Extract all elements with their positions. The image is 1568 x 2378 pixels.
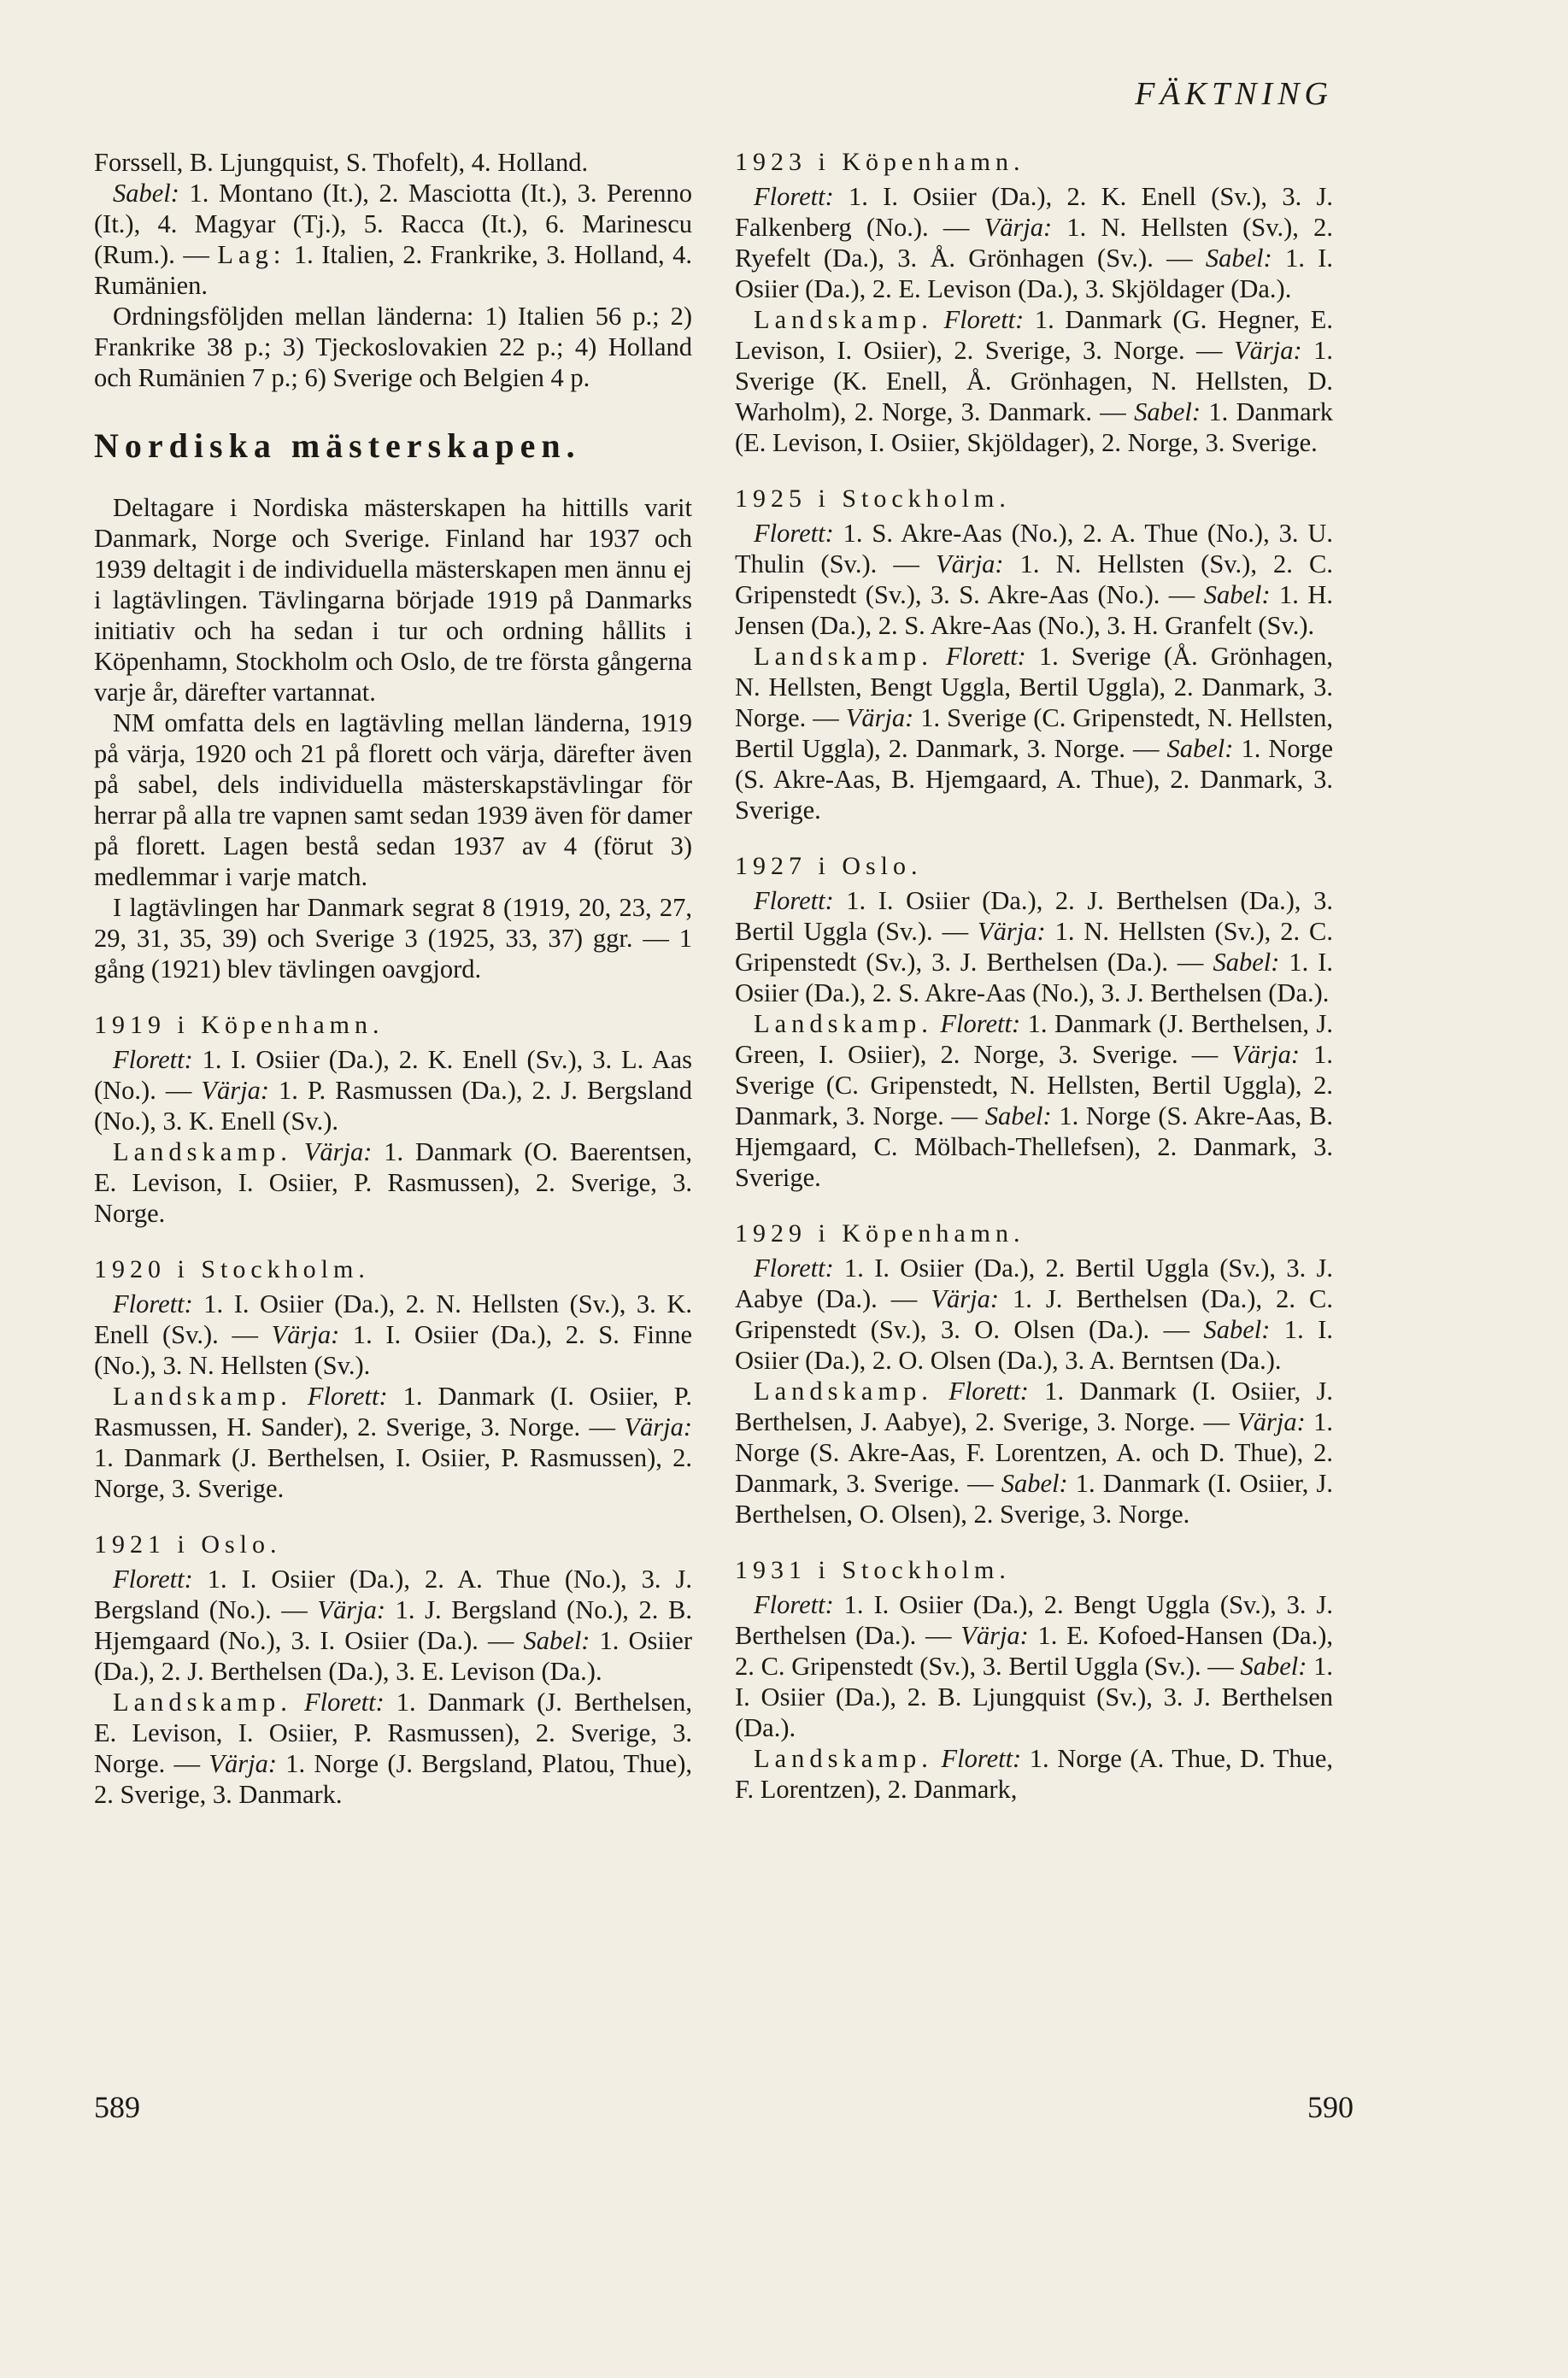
sabel-label: Sabel: [1240, 1652, 1307, 1681]
florett-label: Florett: [307, 1382, 388, 1411]
varja-text: 1. N. Hellsten (Sv.), 2. C. Gripenstedt (Sv.), 3. J. Berthelsen (Da.). — [735, 917, 1333, 977]
landskamp-1925 [735, 641, 1333, 825]
florett-label: Florett: [113, 1045, 193, 1074]
sabel-results [94, 178, 692, 301]
landskamp-label: Landskamp. [754, 642, 933, 671]
sabel-text: 1. Danmark (I. Osiier, J. Berthelsen, O. Olsen), 2. Sverige, 3. Norge. [735, 1469, 1333, 1529]
sabel-text: 1. I. Osiier (Da.), 2. S. Akre-Aas (No.), 3. J. Berthelsen (Da.). [735, 948, 1333, 1007]
florett-text: 1. Danmark (G. Hegner, E. Levison, I. Osiier), 2. Sverige, 3. Norge. — [735, 305, 1333, 365]
results-1925 [735, 518, 1333, 641]
florett-label: Florett: [946, 642, 1026, 671]
varja-text: 1. P. Rasmussen (Da.), 2. J. Bergsland (No.), 3. K. Enell (Sv.). [94, 1076, 692, 1136]
running-header: FÄKTNING [1135, 76, 1333, 112]
varja-label: Värja: [984, 213, 1053, 242]
landskamp-1923 [735, 304, 1333, 458]
florett-text: 1. I. Osiier (Da.), 2. A. Thue (No.), 3. J. Bergsland (No.). — [94, 1565, 692, 1624]
varja-label: Värja: [624, 1412, 692, 1441]
varja-text: 1. Norge (J. Bergsland, Platou, Thue), 2. Sverige, 3. Danmark. [94, 1749, 692, 1809]
florett-text: 1. I. Osiier (Da.), 2. Bengt Uggla (Sv.), 3. J. Berthelsen (Da.). — [735, 1590, 1333, 1650]
landskamp-1921 [94, 1687, 692, 1810]
page-number-left: 589 [94, 2090, 140, 2124]
nm-paragraph-3: I lagtävlingen har Danmark segrat 8 (1919, 20, 23, 27, 29, 31, 35, 39) och Sverige 3 (1925, 33, 37) ggr. — 1 gång (1921) blev tävlingen oavgjord. [94, 893, 692, 983]
varja-label: Värja: [1237, 1407, 1306, 1436]
order-paragraph: Ordningsföljden mellan länderna: 1) Italien 56 p.; 2) Frankrike 38 p.; 3) Tjeckoslovakien 22 p.; 4) Holland och Rumänien 7 p.; 6) Sverige och Belgien 4 p. [94, 302, 692, 392]
sabel-text: 1. Osiier (Da.), 2. J. Berthelsen (Da.), 3. E. Levison (Da.). [94, 1626, 692, 1686]
results-1920 [94, 1289, 692, 1381]
sabel-text: 1. Norge (S. Akre-Aas, B. Hjemgaard, C. Mölbach-Thellefsen), 2. Danmark, 3. Sverige. [735, 1101, 1333, 1192]
varja-text: 1. Sverige (K. Enell, Å. Grönhagen, N. Hellsten, D. Warholm), 2. Norge, 3. Danmark. — [735, 336, 1334, 426]
results-1927 [735, 885, 1333, 1008]
florett-text: 1. Norge (A. Thue, D. Thue, F. Lorentzen), 2. Danmark, [735, 1744, 1333, 1804]
landskamp-label: Landskamp. [113, 1382, 292, 1411]
florett-label: Florett: [941, 1744, 1022, 1773]
section-title: Nordiska mästerskapen. [94, 426, 581, 465]
varja-text: 1. Sverige (C. Gripenstedt, N. Hellsten, Bertil Uggla), 2. Danmark, 3. Norge. — [735, 703, 1333, 763]
results-1931 [735, 1589, 1333, 1743]
sabel-label: Sabel: [1203, 580, 1271, 609]
varja-label: Värja: [935, 549, 1004, 578]
sabel-label: Sabel: [1166, 734, 1234, 763]
sabel-label: Sabel: [1213, 948, 1280, 977]
year-heading-1931: 1931 i Stockholm. [735, 1556, 1011, 1584]
varja-label: Värja: [931, 1284, 999, 1313]
sabel-label: Sabel: [984, 1101, 1052, 1130]
florett-label: Florett: [754, 519, 834, 548]
year-heading-1923: 1923 i Köpenhamn. [735, 148, 1025, 176]
varja-text: 1. N. Hellsten (Sv.), 2. C. Gripenstedt (Sv.), 3. S. Akre-Aas (No.). — [735, 549, 1333, 609]
florett-label: Florett: [754, 182, 834, 211]
varja-label: Värja: [1234, 336, 1302, 365]
results-1919 [94, 1044, 692, 1136]
florett-label: Florett: [754, 886, 834, 915]
landskamp-1929 [735, 1376, 1333, 1530]
year-heading-1929: 1929 i Köpenhamn. [735, 1219, 1025, 1248]
florett-label: Florett: [754, 1590, 834, 1619]
landskamp-label: Landskamp. [754, 1009, 933, 1038]
florett-label: Florett: [304, 1688, 385, 1717]
sabel-text: 1. I. Osiier (Da.), 2. B. Ljungquist (Sv.), 3. J. Berthelsen (Da.). [735, 1652, 1334, 1742]
page-number-right: 590 [1307, 2090, 1354, 2124]
varja-label: Värja: [303, 1137, 373, 1166]
varja-text: 1. Norge (S. Akre-Aas, F. Lorentzen, A. och D. Thue), 2. Danmark, 3. Sverige. — [735, 1407, 1333, 1498]
varja-label: Värja: [271, 1320, 340, 1349]
florett-text: 1. Danmark (J. Berthelsen, E. Levison, I. Osiier, P. Rasmussen), 2. Sverige, 3. Norge. — [94, 1688, 693, 1778]
sabel-label: Sabel: [1205, 244, 1272, 273]
year-heading-1927: 1927 i Oslo. [735, 852, 923, 880]
right-column [735, 147, 1333, 1805]
lag-text: 1. Italien, 2. Frankrike, 3. Holland, 4. Rumänien. [94, 240, 692, 300]
year-heading-1919: 1919 i Köpenhamn. [94, 1011, 385, 1039]
sabel-label: Sabel: [1001, 1469, 1068, 1498]
florett-label: Florett: [113, 1289, 193, 1318]
sabel-text: 1. Montano (It.), 2. Masciotta (It.), 3. Perenno (It.), 4. Magyar (Tj.), 5. Racca (It.), 6. Marinescu (Rum.). — [94, 179, 692, 269]
varja-text: 1. J. Berthelsen (Da.), 2. C. Gripenstedt (Sv.), 3. O. Olsen (Da.). — [735, 1284, 1333, 1344]
florett-text: 1. I. Osiier (Da.), 2. K. Enell (Sv.), 3. J. Falkenberg (No.). — [735, 182, 1333, 242]
florett-text: 1. I. Osiier (Da.), 2. K. Enell (Sv.), 3. L. Aas (No.). — [94, 1045, 692, 1105]
florett-text: 1. I. Osiier (Da.), 2. N. Hellsten (Sv.), 3. K. Enell (Sv.). — [94, 1289, 692, 1349]
results-1929 [735, 1253, 1333, 1376]
nm-paragraph-1: Deltagare i Nordiska mästerskapen ha hittills varit Danmark, Norge och Sverige. Finland har 1937 och 1939 deltagit i de individuella mästerskapen men ännu ej i lagtävlingen. Tävlingarna började 1919 på Danmarks initiativ och ha sedan i tur och ordning hållits i Köpenhamn, Stockholm och Oslo, de tre första gångerna varje år, därefter vartannat. [94, 493, 692, 707]
landskamp-1927 [735, 1008, 1333, 1193]
varja-text: 1. Sverige (C. Gripenstedt, N. Hellsten, Bertil Uggla), 2. Danmark, 3. Norge. — [735, 1040, 1334, 1130]
varja-label: Värja: [317, 1595, 386, 1624]
varja-label: Värja: [845, 703, 914, 732]
year-heading-1921: 1921 i Oslo. [94, 1530, 282, 1559]
results-1921 [94, 1564, 692, 1687]
sabel-label: Sabel: [1203, 1315, 1271, 1344]
varja-label: Värja: [978, 917, 1046, 946]
lag-label: Lag: [217, 240, 286, 269]
intro-paragraph: Forssell, B. Ljungquist, S. Thofelt), 4. Holland. [94, 148, 589, 177]
results-1923 [735, 181, 1333, 304]
varja-text: 1. E. Kofoed-Hansen (Da.), 2. C. Gripenstedt (Sv.), 3. Bertil Uggla (Sv.). — [735, 1621, 1334, 1681]
year-heading-1925: 1925 i Stockholm. [735, 484, 1011, 513]
landskamp-1919 [94, 1136, 692, 1229]
varja-text: 1. Danmark (O. Baerentsen, E. Levison, I. Osiier, P. Rasmussen), 2. Sverige, 3. Norge. [94, 1137, 692, 1228]
sabel-text: 1. Norge (S. Akre-Aas, B. Hjemgaard, A. Thue), 2. Danmark, 3. Sverige. [735, 734, 1334, 825]
florett-label: Florett: [113, 1565, 193, 1594]
landskamp-label: Landskamp. [754, 1744, 933, 1773]
florett-text: 1. Danmark (J. Berthelsen, J. Green, I. Osiier), 2. Norge, 3. Sverige. — [735, 1009, 1334, 1069]
varja-text: 1. J. Bergsland (No.), 2. B. Hjemgaard (No.), 3. I. Osiier (Da.). — [94, 1595, 692, 1655]
sabel-text: 1. I. Osiier (Da.), 2. E. Levison (Da.), 3. Skjöldager (Da.). [735, 244, 1333, 303]
landskamp-label: Landskamp. [113, 1137, 292, 1166]
florett-label: Florett: [754, 1254, 834, 1283]
landskamp-1931 [735, 1743, 1333, 1805]
varja-label: Värja: [960, 1621, 1029, 1650]
varja-label: Värja: [208, 1749, 277, 1778]
florett-text: 1. Danmark (I. Osiier, P. Rasmussen, H. Sander), 2. Sverige, 3. Norge. — [94, 1382, 692, 1441]
varja-label: Värja: [1231, 1040, 1301, 1069]
sabel-label: Sabel: [113, 179, 179, 208]
landskamp-1920 [94, 1381, 692, 1504]
florett-label: Florett: [940, 1009, 1021, 1038]
landskamp-label: Landskamp. [754, 1377, 933, 1406]
florett-text: 1. S. Akre-Aas (No.), 2. A. Thue (No.), 3. U. Thulin (Sv.). — [735, 519, 1333, 578]
year-heading-1920: 1920 i Stockholm. [94, 1255, 370, 1283]
nm-paragraph-2: NM omfatta dels en lagtävling mellan länderna, 1919 på värja, 1920 och 21 på florett och värja, därefter även på sabel, dels individuella mästerskapstävlingar för herrar på alla tre vapnen samt sedan 1939 även för damer på florett. Lagen bestå sedan 1937 av 4 (förut 3) medlemmar i varje match. [94, 708, 692, 891]
florett-text: 1. Sverige (Å. Grönhagen, N. Hellsten, Bengt Uggla, Bertil Uggla), 2. Danmark, 3. Norge. — [735, 642, 1334, 732]
sabel-text: 1. I. Osiier (Da.), 2. O. Olsen (Da.), 3. A. Berntsen (Da.). [735, 1315, 1333, 1375]
florett-label: Florett: [948, 1377, 1029, 1406]
sabel-text: 1. H. Jensen (Da.), 2. S. Akre-Aas (No.), 3. H. Granfelt (Sv.). [735, 580, 1333, 640]
florett-text: 1. Danmark (I. Osiier, J. Berthelsen, J. Aabye), 2. Sverige, 3. Norge. — [735, 1377, 1333, 1436]
left-column [94, 147, 692, 1810]
sabel-text: 1. Danmark (E. Levison, I. Osiier, Skjöldager), 2. Norge, 3. Sverige. [735, 397, 1334, 457]
sabel-label: Sabel: [1134, 397, 1201, 426]
varja-text: 1. Danmark (J. Berthelsen, I. Osiier, P. Rasmussen), 2. Norge, 3. Sverige. [94, 1443, 692, 1503]
sabel-label: Sabel: [523, 1626, 590, 1655]
landskamp-label: Landskamp. [113, 1688, 292, 1717]
varja-label: Värja: [201, 1076, 269, 1105]
florett-text: 1. I. Osiier (Da.), 2. Bertil Uggla (Sv.), 3. J. Aabye (Da.). — [735, 1254, 1333, 1313]
varja-text: 1. N. Hellsten (Sv.), 2. Ryefelt (Da.), 3. Å. Grönhagen (Sv.). — [735, 213, 1333, 273]
landskamp-label: Landskamp. [754, 305, 933, 334]
florett-label: Florett: [943, 305, 1025, 334]
florett-text: 1. I. Osiier (Da.), 2. J. Berthelsen (Da.), 3. Bertil Uggla (Sv.). — [735, 886, 1333, 946]
varja-text: 1. I. Osiier (Da.), 2. S. Finne (No.), 3. N. Hellsten (Sv.). [94, 1320, 692, 1380]
